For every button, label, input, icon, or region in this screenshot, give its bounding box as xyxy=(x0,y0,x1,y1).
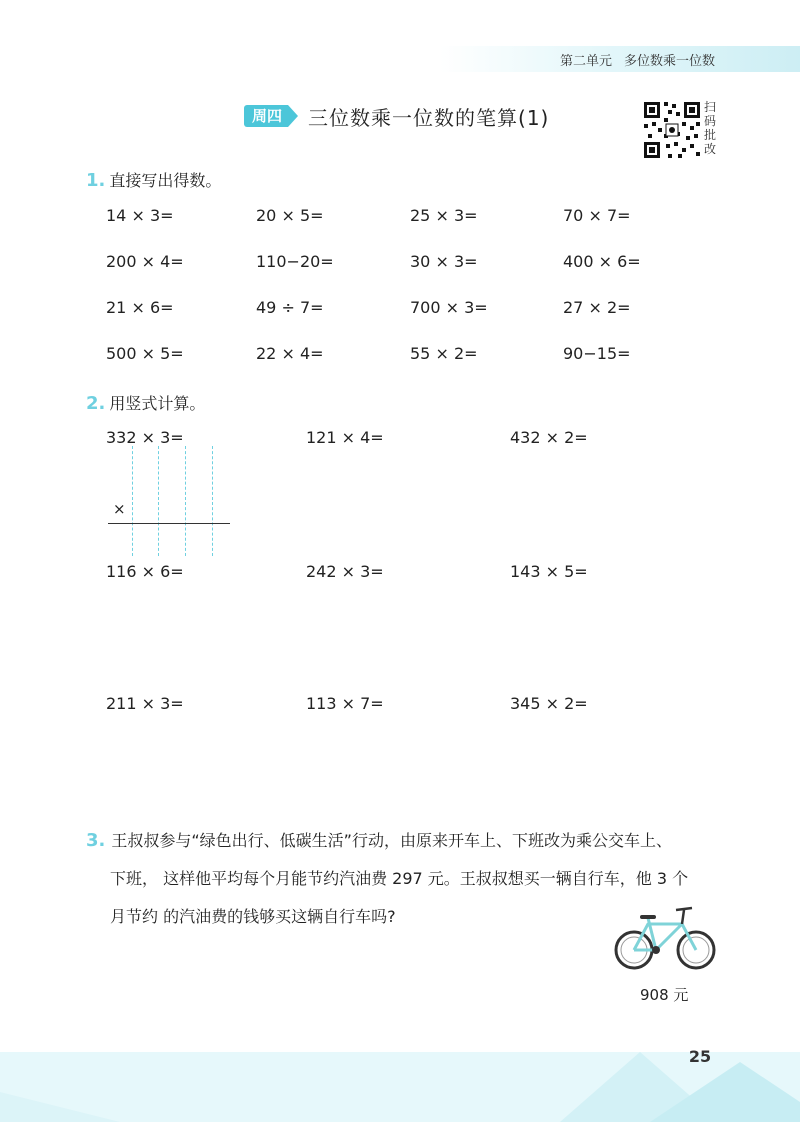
oral-problem: 55 × 2= xyxy=(410,344,478,363)
page-number: 25 xyxy=(688,1047,712,1066)
column-guide-line xyxy=(212,446,213,556)
oral-problem: 20 × 5= xyxy=(256,206,324,225)
oral-problem: 400 × 6= xyxy=(563,252,641,271)
vertical-problem: 121 × 4= xyxy=(306,428,384,447)
bicycle-icon xyxy=(612,900,716,976)
word-problem-line-3: 月节约 的汽油费的钱够买这辆自行车吗? xyxy=(110,907,396,926)
header-topic: 多位数乘一位数 xyxy=(624,54,716,69)
header-unit-topic xyxy=(560,50,715,69)
oral-problem: 22 × 4= xyxy=(256,344,324,363)
oral-problem: 14 × 3= xyxy=(106,206,174,225)
oral-problem: 30 × 3= xyxy=(410,252,478,271)
lesson-title-text: 三位数乘一位数的笔算(1) xyxy=(308,105,550,130)
qr-code-icon[interactable] xyxy=(642,100,702,160)
oral-problem: 90−15= xyxy=(563,344,631,363)
oral-problem: 27 × 2= xyxy=(563,298,631,317)
oral-problem: 21 × 6= xyxy=(106,298,174,317)
column-guide-line xyxy=(185,446,186,556)
oral-problem: 110−20= xyxy=(256,252,334,271)
section-2-heading xyxy=(86,391,205,414)
day-tag: 周四 xyxy=(244,105,288,127)
column-guide-line xyxy=(132,446,133,556)
oral-problem: 70 × 7= xyxy=(563,206,631,225)
section-1-heading xyxy=(86,168,221,191)
times-sign: × xyxy=(113,500,126,518)
qr-label: 扫码批改 xyxy=(704,100,717,156)
word-problem-line-1: 3. 王叔叔参与“绿色出行、低碳生活”行动，由原来开车上、下班改为乘公交车上、 xyxy=(86,830,672,851)
section-2-title: 用竖式计算。 xyxy=(109,394,206,413)
section-1-title: 直接写出得数。 xyxy=(109,171,222,190)
section-3-number: 3. xyxy=(86,830,106,851)
header-unit: 第二单元 xyxy=(560,54,613,69)
vertical-problem: 113 × 7= xyxy=(306,694,384,713)
oral-problem: 700 × 3= xyxy=(410,298,488,317)
vertical-problem: 432 × 2= xyxy=(510,428,588,447)
word-problem-line-2: 下班， 这样他平均每个月能节约汽油费 297 元。王叔叔想买一辆自行车，他 3 个 xyxy=(110,869,689,888)
oral-problem: 49 ÷ 7= xyxy=(256,298,324,317)
section-1-number: 1. xyxy=(86,170,106,191)
oral-problem: 25 × 3= xyxy=(410,206,478,225)
vertical-problem: 211 × 3= xyxy=(106,694,184,713)
oral-problem: 200 × 4= xyxy=(106,252,184,271)
vertical-problem: 345 × 2= xyxy=(510,694,588,713)
lesson-title xyxy=(244,102,549,130)
vertical-problem: 143 × 5= xyxy=(510,562,588,581)
section-2-number: 2. xyxy=(86,393,106,414)
vertical-problem: 116 × 6= xyxy=(106,562,184,581)
oral-problem: 500 × 5= xyxy=(106,344,184,363)
column-guide-line xyxy=(158,446,159,556)
multiplication-bar xyxy=(108,523,230,524)
bicycle-price: 908 元 xyxy=(640,986,689,1004)
vertical-problem: 332 × 3= xyxy=(106,428,184,447)
vertical-problem: 242 × 3= xyxy=(306,562,384,581)
